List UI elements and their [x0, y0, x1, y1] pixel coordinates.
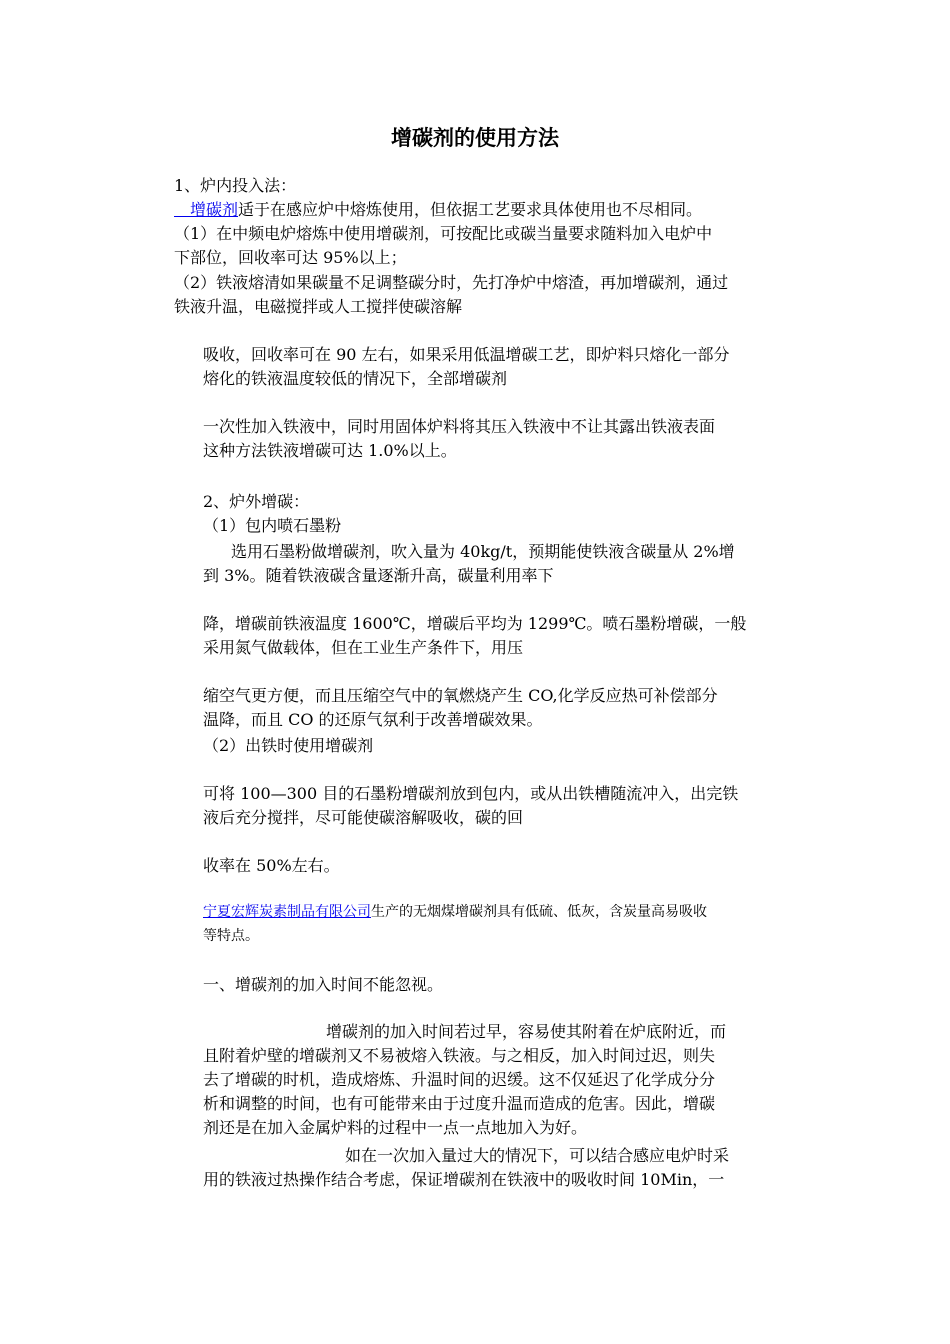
- section2-subheading-1: （1）包内喷石墨粉: [203, 516, 342, 535]
- section3-paragraph-2: 如在一次加入量过大的情况下，可以结合感应电炉时采 用的铁液过热操作结合考虑，保证增碳剂在铁液中的吸收时间 10Min，一: [203, 1146, 730, 1189]
- company-link[interactable]: 宁夏宏辉炭素制品有限公司: [203, 904, 371, 920]
- section1-paragraph-1: （1）在中频电炉熔炼中使用增碳剂，可按配比或碳当量要求随料加入电炉中 下部位，回收率可达 95%以上；: [174, 224, 713, 267]
- section1-intro: 增碳剂适于在感应炉中熔炼使用，但依据工艺要求具体使用也不尽相同。: [174, 198, 702, 222]
- section2-paragraph-3: 缩空气更方便，而且压缩空气中的氧燃烧产生 CO,化学反应热可补偿部分 温降，而且 CO 的还原气氛利于改善增碳效果。: [203, 686, 718, 729]
- page-title: 增碳剂的使用方法: [391, 126, 559, 150]
- carburant-link[interactable]: 增碳剂: [190, 200, 239, 219]
- section2-subheading-2: （2）出铁时使用增碳剂: [203, 736, 374, 755]
- section2-paragraph-4: 可将 100—300 目的石墨粉增碳剂放到包内，或从出铁槽随流冲入，出完铁 液后充分搅拌，尽可能使碳溶解吸收，碳的回: [203, 784, 739, 827]
- section2-paragraph-2: 降，增碳前铁液温度 1600℃，增碳后平均为 1299℃。喷石墨粉增碳，一般 采用氮气做载体，但在工业生产条件下，用压: [203, 614, 747, 657]
- section1-heading: 1、炉内投入法：: [174, 176, 297, 195]
- section1-paragraph-3: 吸收，回收率可在 90 左右，如果采用低温增碳工艺，即炉料只熔化一部分 熔化的铁液温度较低的情况下，全部增碳剂: [203, 345, 730, 388]
- section3-paragraph-1: 增碳剂的加入时间若过早，容易使其附着在炉底附近，而 且附着炉壁的增碳剂又不易被熔入铁液。与之相反，加入时间过迟，则失 去了增碳的时机，造成熔炼、升温时间的迟缓。这不仅延迟了化学成分分 析和调整的时间，也有可能带来由于过度升温而造成的危害。因此，增碳 剂还是在加入金属炉料的过程中一点一点地加入为好。: [203, 1022, 727, 1137]
- section1-paragraph-2: （2）铁液熔清如果碳量不足调整碳分时，先打净炉中熔渣，再加增碳剂，通过 铁液升温，电磁搅拌或人工搅拌使碳溶解: [174, 273, 729, 316]
- section1-paragraph-4: 一次性加入铁液中，同时用固体炉料将其压入铁液中不让其露出铁液表面 这种方法铁液增碳可达 1.0%以上。: [203, 417, 716, 460]
- company-note: 宁夏宏辉炭素制品有限公司生产的无烟煤增碳剂具有低硫、低灰，含炭量高易吸收 等特点。: [203, 904, 707, 944]
- section2-paragraph-1: 选用石墨粉做增碳剂，吹入量为 40kg/t，预期能使铁液含碳量从 2%增 到 3%。随着铁液碳含量逐渐升高，碳量利用率下: [203, 542, 735, 585]
- section2-heading: 2、炉外增碳：: [203, 492, 310, 511]
- section3-heading: 一、增碳剂的加入时间不能忽视。: [203, 975, 444, 994]
- section2-paragraph-5: 收率在 50%左右。: [203, 856, 340, 875]
